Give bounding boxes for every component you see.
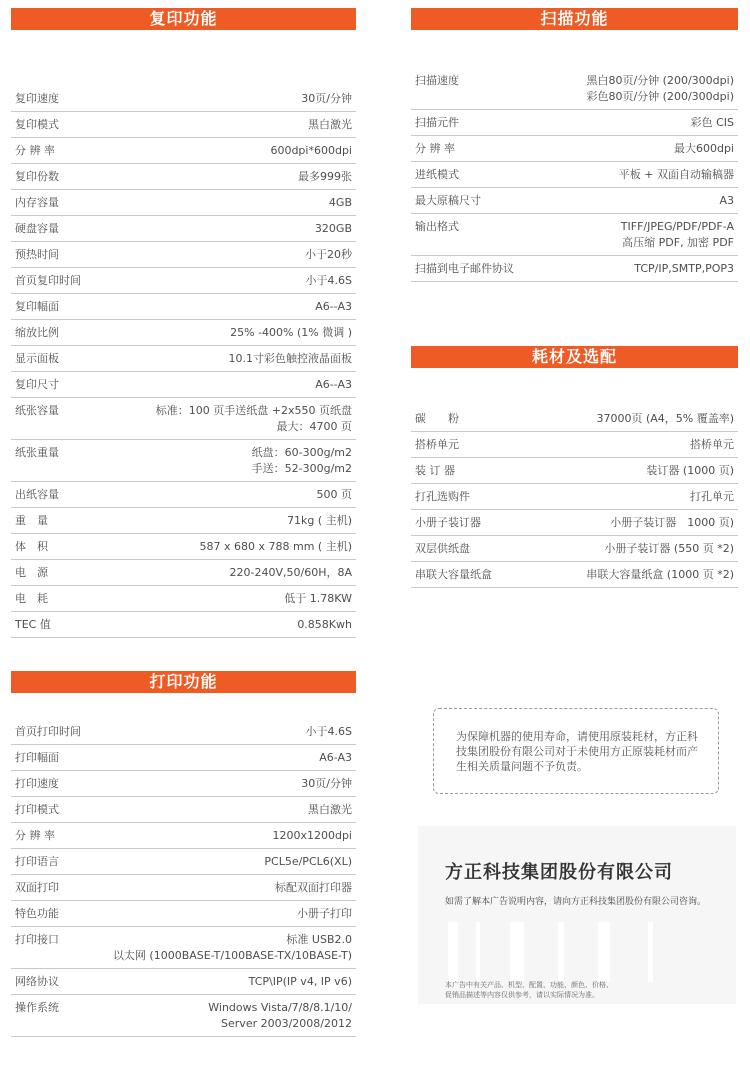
spec-value-line: TIFF/JPEG/PDF/PDF-A bbox=[620, 220, 734, 233]
spec-label: 操作系统 bbox=[15, 1001, 59, 1014]
spec-label: 分 辨 率 bbox=[415, 142, 455, 155]
spec-label: 体 积 bbox=[15, 540, 48, 553]
spec-label: 搭桥单元 bbox=[415, 438, 459, 451]
print-spec-row bbox=[11, 969, 356, 995]
decorative-stripe bbox=[476, 922, 480, 982]
decorative-stripe bbox=[598, 922, 610, 982]
decorative-stripe bbox=[648, 922, 653, 982]
spec-value-line: 30页/分钟 bbox=[301, 92, 352, 105]
spec-label: 装 订 器 bbox=[415, 464, 455, 477]
spec-value bbox=[690, 437, 734, 453]
spec-value bbox=[272, 828, 352, 844]
spec-value-line: 25% -400% (1% 微调 ) bbox=[230, 326, 352, 339]
print-spec-row bbox=[11, 797, 356, 823]
spec-label: 进纸模式 bbox=[415, 168, 459, 181]
copy-section-title: 复印功能 bbox=[11, 8, 356, 30]
consumables-spec-row bbox=[411, 510, 738, 536]
print-spec-row bbox=[11, 745, 356, 771]
copy-spec-row bbox=[11, 508, 356, 534]
spec-value-line: 71kg ( 主机) bbox=[287, 514, 352, 527]
spec-label: 纸张重量 bbox=[15, 446, 59, 459]
spec-value-line: 小册子装订器 (550 页 *2) bbox=[604, 542, 734, 555]
spec-label: 扫描到电子邮件协议 bbox=[415, 262, 514, 275]
spec-label: 复印份数 bbox=[15, 170, 59, 183]
spec-value bbox=[308, 117, 352, 133]
spec-value bbox=[275, 880, 352, 896]
spec-label: 碳 粉 bbox=[415, 412, 459, 425]
spec-value bbox=[691, 115, 734, 131]
copy-spec-row bbox=[11, 268, 356, 294]
print-spec-row bbox=[11, 823, 356, 849]
spec-label: 缩放比例 bbox=[15, 326, 59, 339]
spec-value-line: Server 2003/2008/2012 bbox=[221, 1017, 352, 1030]
print-spec-row bbox=[11, 901, 356, 927]
spec-label: 扫描速度 bbox=[415, 74, 459, 87]
consumables-spec-row bbox=[411, 432, 738, 458]
spec-value bbox=[315, 377, 352, 393]
spec-label: 打印幅面 bbox=[15, 751, 59, 764]
scan-spec-row bbox=[411, 256, 738, 282]
copy-spec-row bbox=[11, 346, 356, 372]
spec-value bbox=[674, 141, 734, 157]
print-spec-row bbox=[11, 995, 356, 1037]
spec-value bbox=[329, 195, 352, 211]
spec-label: 重 量 bbox=[15, 514, 48, 527]
print-spec-row bbox=[11, 875, 356, 901]
spec-value-line: 标准 USB2.0 bbox=[286, 933, 352, 946]
copy-spec-row bbox=[11, 242, 356, 268]
copy-spec-row bbox=[11, 560, 356, 586]
spec-value-line: A6--A3 bbox=[315, 300, 352, 313]
scan-section-title: 扫描功能 bbox=[411, 8, 738, 30]
copy-spec-row bbox=[11, 164, 356, 190]
print-spec-row bbox=[11, 849, 356, 875]
spec-label: 双层供纸盘 bbox=[415, 542, 470, 555]
spec-value-line: 320GB bbox=[314, 222, 352, 235]
spec-value-line: 500 页 bbox=[316, 488, 352, 501]
spec-label: 出纸容量 bbox=[15, 488, 59, 501]
spec-value-line: TCP\IP(IP v4, IP v6) bbox=[248, 975, 352, 988]
spec-label: 复印速度 bbox=[15, 92, 59, 105]
copy-spec-row bbox=[11, 372, 356, 398]
spec-label: 扫描元件 bbox=[415, 116, 459, 129]
spec-value bbox=[315, 221, 352, 237]
spec-value bbox=[719, 193, 734, 209]
spec-value-line: 最大600dpi bbox=[673, 142, 734, 155]
fine-print-line: 本广告中有关产品、机型、配置、功能、颜色、价格、 bbox=[445, 981, 613, 989]
copy-spec-row bbox=[11, 440, 356, 482]
spec-value-line: 小册子装订器 1000 页) bbox=[610, 516, 734, 529]
copy-spec-row bbox=[11, 398, 356, 440]
spec-label: 打印接口 bbox=[15, 933, 59, 946]
spec-label: TEC 值 bbox=[15, 618, 51, 631]
spec-value bbox=[297, 617, 352, 633]
spec-value bbox=[208, 1000, 352, 1032]
consumables-spec-row bbox=[411, 458, 738, 484]
spec-value bbox=[619, 167, 734, 183]
spec-value-line: A6--A3 bbox=[315, 378, 352, 391]
spec-label: 复印模式 bbox=[15, 118, 59, 131]
scan-spec-row bbox=[411, 188, 738, 214]
fine-print-line: 促销品描述等内容仅供参考，请以实际情况为准。 bbox=[445, 991, 599, 999]
spec-value bbox=[230, 325, 352, 341]
copy-spec-row bbox=[11, 190, 356, 216]
spec-value-line: 600dpi*600dpi bbox=[270, 144, 352, 157]
spec-value bbox=[298, 169, 352, 185]
spec-label: 网络协议 bbox=[15, 975, 59, 988]
spec-value bbox=[634, 261, 734, 277]
spec-value bbox=[264, 854, 352, 870]
decorative-stripe bbox=[558, 922, 564, 982]
spec-value-line: 标准：100 页手送纸盘 +2x550 页纸盘 bbox=[155, 404, 352, 417]
spec-value-line: 37000页 (A4，5% 覆盖率) bbox=[596, 412, 734, 425]
spec-label: 复印幅面 bbox=[15, 300, 59, 313]
spec-label: 显示面板 bbox=[15, 352, 59, 365]
copy-section bbox=[11, 8, 356, 638]
print-spec-row bbox=[11, 927, 356, 969]
spec-value bbox=[270, 143, 352, 159]
spec-value-line: 30页/分钟 bbox=[301, 777, 352, 790]
spec-label: 打印模式 bbox=[15, 803, 59, 816]
spec-value-line: 装订器 (1000 页) bbox=[646, 464, 734, 477]
consumables-spec-row bbox=[411, 562, 738, 588]
spec-value-line: Windows Vista/7/8/8.1/10/ bbox=[208, 1001, 352, 1014]
spec-value-line: 4GB bbox=[328, 196, 352, 209]
spec-value-line: 打孔单元 bbox=[690, 490, 734, 503]
spec-label: 预热时间 bbox=[15, 248, 59, 261]
spec-value-line: PCL5e/PCL6(XL) bbox=[264, 855, 352, 868]
spec-value-line: 黑白激光 bbox=[308, 118, 352, 131]
spec-label: 内存容量 bbox=[15, 196, 59, 209]
spec-value-line: 10.1寸彩色触控液晶面板 bbox=[228, 352, 352, 365]
print-section bbox=[11, 671, 356, 1037]
spec-label: 电 耗 bbox=[15, 592, 48, 605]
spec-value-line: 小于4.6S bbox=[305, 274, 352, 287]
company-subtitle: 如需了解本广告说明内容，请向方正科技集团股份有限公司咨询。 bbox=[445, 897, 707, 907]
spec-value-line: 纸盘：60-300g/m2 bbox=[251, 446, 352, 459]
spec-value bbox=[301, 91, 352, 107]
spec-value-line: 587 x 680 x 788 mm ( 主机) bbox=[199, 540, 352, 553]
copy-spec-row bbox=[11, 482, 356, 508]
spec-value bbox=[586, 73, 734, 105]
consumables-section-title: 耗材及选配 bbox=[411, 346, 738, 368]
spec-label: 首页复印时间 bbox=[15, 274, 81, 287]
spec-label: 最大原稿尺寸 bbox=[415, 194, 481, 207]
scan-spec-row bbox=[411, 110, 738, 136]
spec-value bbox=[252, 445, 352, 477]
copy-spec-row bbox=[11, 86, 356, 112]
print-spec-row bbox=[11, 719, 356, 745]
spec-value-line: 低于 1.78KW bbox=[284, 592, 352, 605]
spec-value bbox=[200, 539, 353, 555]
spec-label: 分 辨 率 bbox=[15, 144, 55, 157]
spec-value bbox=[308, 802, 352, 818]
scan-spec-row bbox=[411, 214, 738, 256]
scan-spec-row bbox=[411, 162, 738, 188]
spec-value-line: 高压缩 PDF, 加密 PDF bbox=[622, 236, 734, 249]
spec-value-line: 彩色 CIS bbox=[690, 116, 734, 129]
spec-label: 输出格式 bbox=[415, 220, 459, 233]
consumables-spec-row bbox=[411, 536, 738, 562]
consumables-section bbox=[411, 346, 738, 588]
decorative-stripe bbox=[448, 922, 458, 982]
spec-value bbox=[301, 776, 352, 792]
spec-value bbox=[249, 974, 352, 990]
spec-value-line: 最多999张 bbox=[298, 170, 352, 183]
spec-label: 首页打印时间 bbox=[15, 725, 81, 738]
spec-value bbox=[156, 403, 352, 435]
spec-value-line: 手送：52-300g/m2 bbox=[251, 462, 352, 475]
consumables-spec-table bbox=[411, 406, 738, 588]
spec-value bbox=[306, 724, 352, 740]
spec-value-line: 最大：4700 页 bbox=[276, 420, 352, 433]
spec-value-line: 1200x1200dpi bbox=[272, 829, 352, 842]
scan-spec-table bbox=[411, 68, 738, 282]
spec-value-line: A6-A3 bbox=[319, 751, 352, 764]
spec-value bbox=[610, 515, 734, 531]
decorative-stripe bbox=[510, 922, 524, 982]
spec-value-line: 黑白激光 bbox=[308, 803, 352, 816]
spec-value-line: 平板 + 双面自动输稿器 bbox=[618, 168, 734, 181]
spec-label: 打印语言 bbox=[15, 855, 59, 868]
company-name: 方正科技集团股份有限公司 bbox=[445, 862, 673, 883]
spec-value bbox=[586, 567, 734, 583]
spec-value-line: 黑白80页/分钟 (200/300dpi) bbox=[586, 74, 734, 87]
spec-label: 特色功能 bbox=[15, 907, 59, 920]
scan-section bbox=[411, 8, 738, 282]
spec-value bbox=[319, 750, 352, 766]
spec-label: 分 辨 率 bbox=[15, 829, 55, 842]
spec-value bbox=[596, 411, 734, 427]
spec-value bbox=[297, 906, 352, 922]
spec-label: 小册子装订器 bbox=[415, 516, 481, 529]
original-consumables-notice: 为保障机器的使用寿命，请使用原装耗材，方正科技集团股份有限公司对于未使用方正原装耗材而产生相关质量问题不予负责。 bbox=[433, 708, 719, 794]
spec-label: 纸张容量 bbox=[15, 404, 59, 417]
spec-label: 双面打印 bbox=[15, 881, 59, 894]
consumables-spec-row bbox=[411, 484, 738, 510]
spec-value bbox=[621, 219, 734, 251]
consumables-spec-row bbox=[411, 406, 738, 432]
print-spec-row bbox=[11, 771, 356, 797]
spec-value bbox=[306, 273, 352, 289]
copy-spec-row bbox=[11, 586, 356, 612]
company-info-panel bbox=[418, 826, 736, 1004]
spec-value bbox=[284, 591, 352, 607]
spec-value bbox=[230, 565, 352, 581]
spec-value-line: 以太网 (1000BASE-T/100BASE-TX/10BASE-T) bbox=[112, 949, 352, 962]
spec-label: 硬盘容量 bbox=[15, 222, 59, 235]
copy-spec-row bbox=[11, 534, 356, 560]
spec-label: 打孔选购件 bbox=[415, 490, 470, 503]
spec-value bbox=[229, 351, 353, 367]
copy-spec-row bbox=[11, 138, 356, 164]
spec-value bbox=[113, 932, 352, 964]
spec-value bbox=[317, 487, 353, 503]
spec-value bbox=[287, 513, 352, 529]
spec-value bbox=[646, 463, 734, 479]
spec-value-line: 串联大容量纸盒 (1000 页 *2) bbox=[586, 568, 734, 581]
spec-label: 串联大容量纸盒 bbox=[415, 568, 492, 581]
spec-value-line: 小册子打印 bbox=[297, 907, 352, 920]
spec-value-line: 彩色80页/分钟 (200/300dpi) bbox=[586, 90, 734, 103]
scan-spec-row bbox=[411, 136, 738, 162]
copy-spec-row bbox=[11, 320, 356, 346]
spec-value-line: 标配双面打印器 bbox=[275, 881, 352, 894]
spec-label: 电 源 bbox=[15, 566, 48, 579]
copy-spec-row bbox=[11, 112, 356, 138]
spec-label: 复印尺寸 bbox=[15, 378, 59, 391]
spec-value bbox=[604, 541, 734, 557]
spec-value bbox=[690, 489, 734, 505]
print-spec-table bbox=[11, 719, 356, 1037]
spec-value bbox=[315, 299, 352, 315]
spec-value-line: 小于4.6S bbox=[305, 725, 352, 738]
spec-value bbox=[305, 247, 352, 263]
copy-spec-row bbox=[11, 294, 356, 320]
spec-value-line: 0.858Kwh bbox=[297, 618, 352, 631]
spec-value-line: 搭桥单元 bbox=[690, 438, 734, 451]
copy-spec-table bbox=[11, 86, 356, 638]
scan-spec-row bbox=[411, 68, 738, 110]
print-section-title: 打印功能 bbox=[11, 671, 356, 693]
spec-label: 打印速度 bbox=[15, 777, 59, 790]
company-fine-print bbox=[445, 980, 613, 1000]
spec-value-line: TCP/IP,SMTP,POP3 bbox=[634, 262, 734, 275]
spec-value-line: 小于20秒 bbox=[305, 248, 352, 261]
copy-spec-row bbox=[11, 216, 356, 242]
spec-value-line: 220-240V,50/60H，8A bbox=[229, 566, 352, 579]
copy-spec-row bbox=[11, 612, 356, 638]
spec-value-line: A3 bbox=[719, 194, 734, 207]
